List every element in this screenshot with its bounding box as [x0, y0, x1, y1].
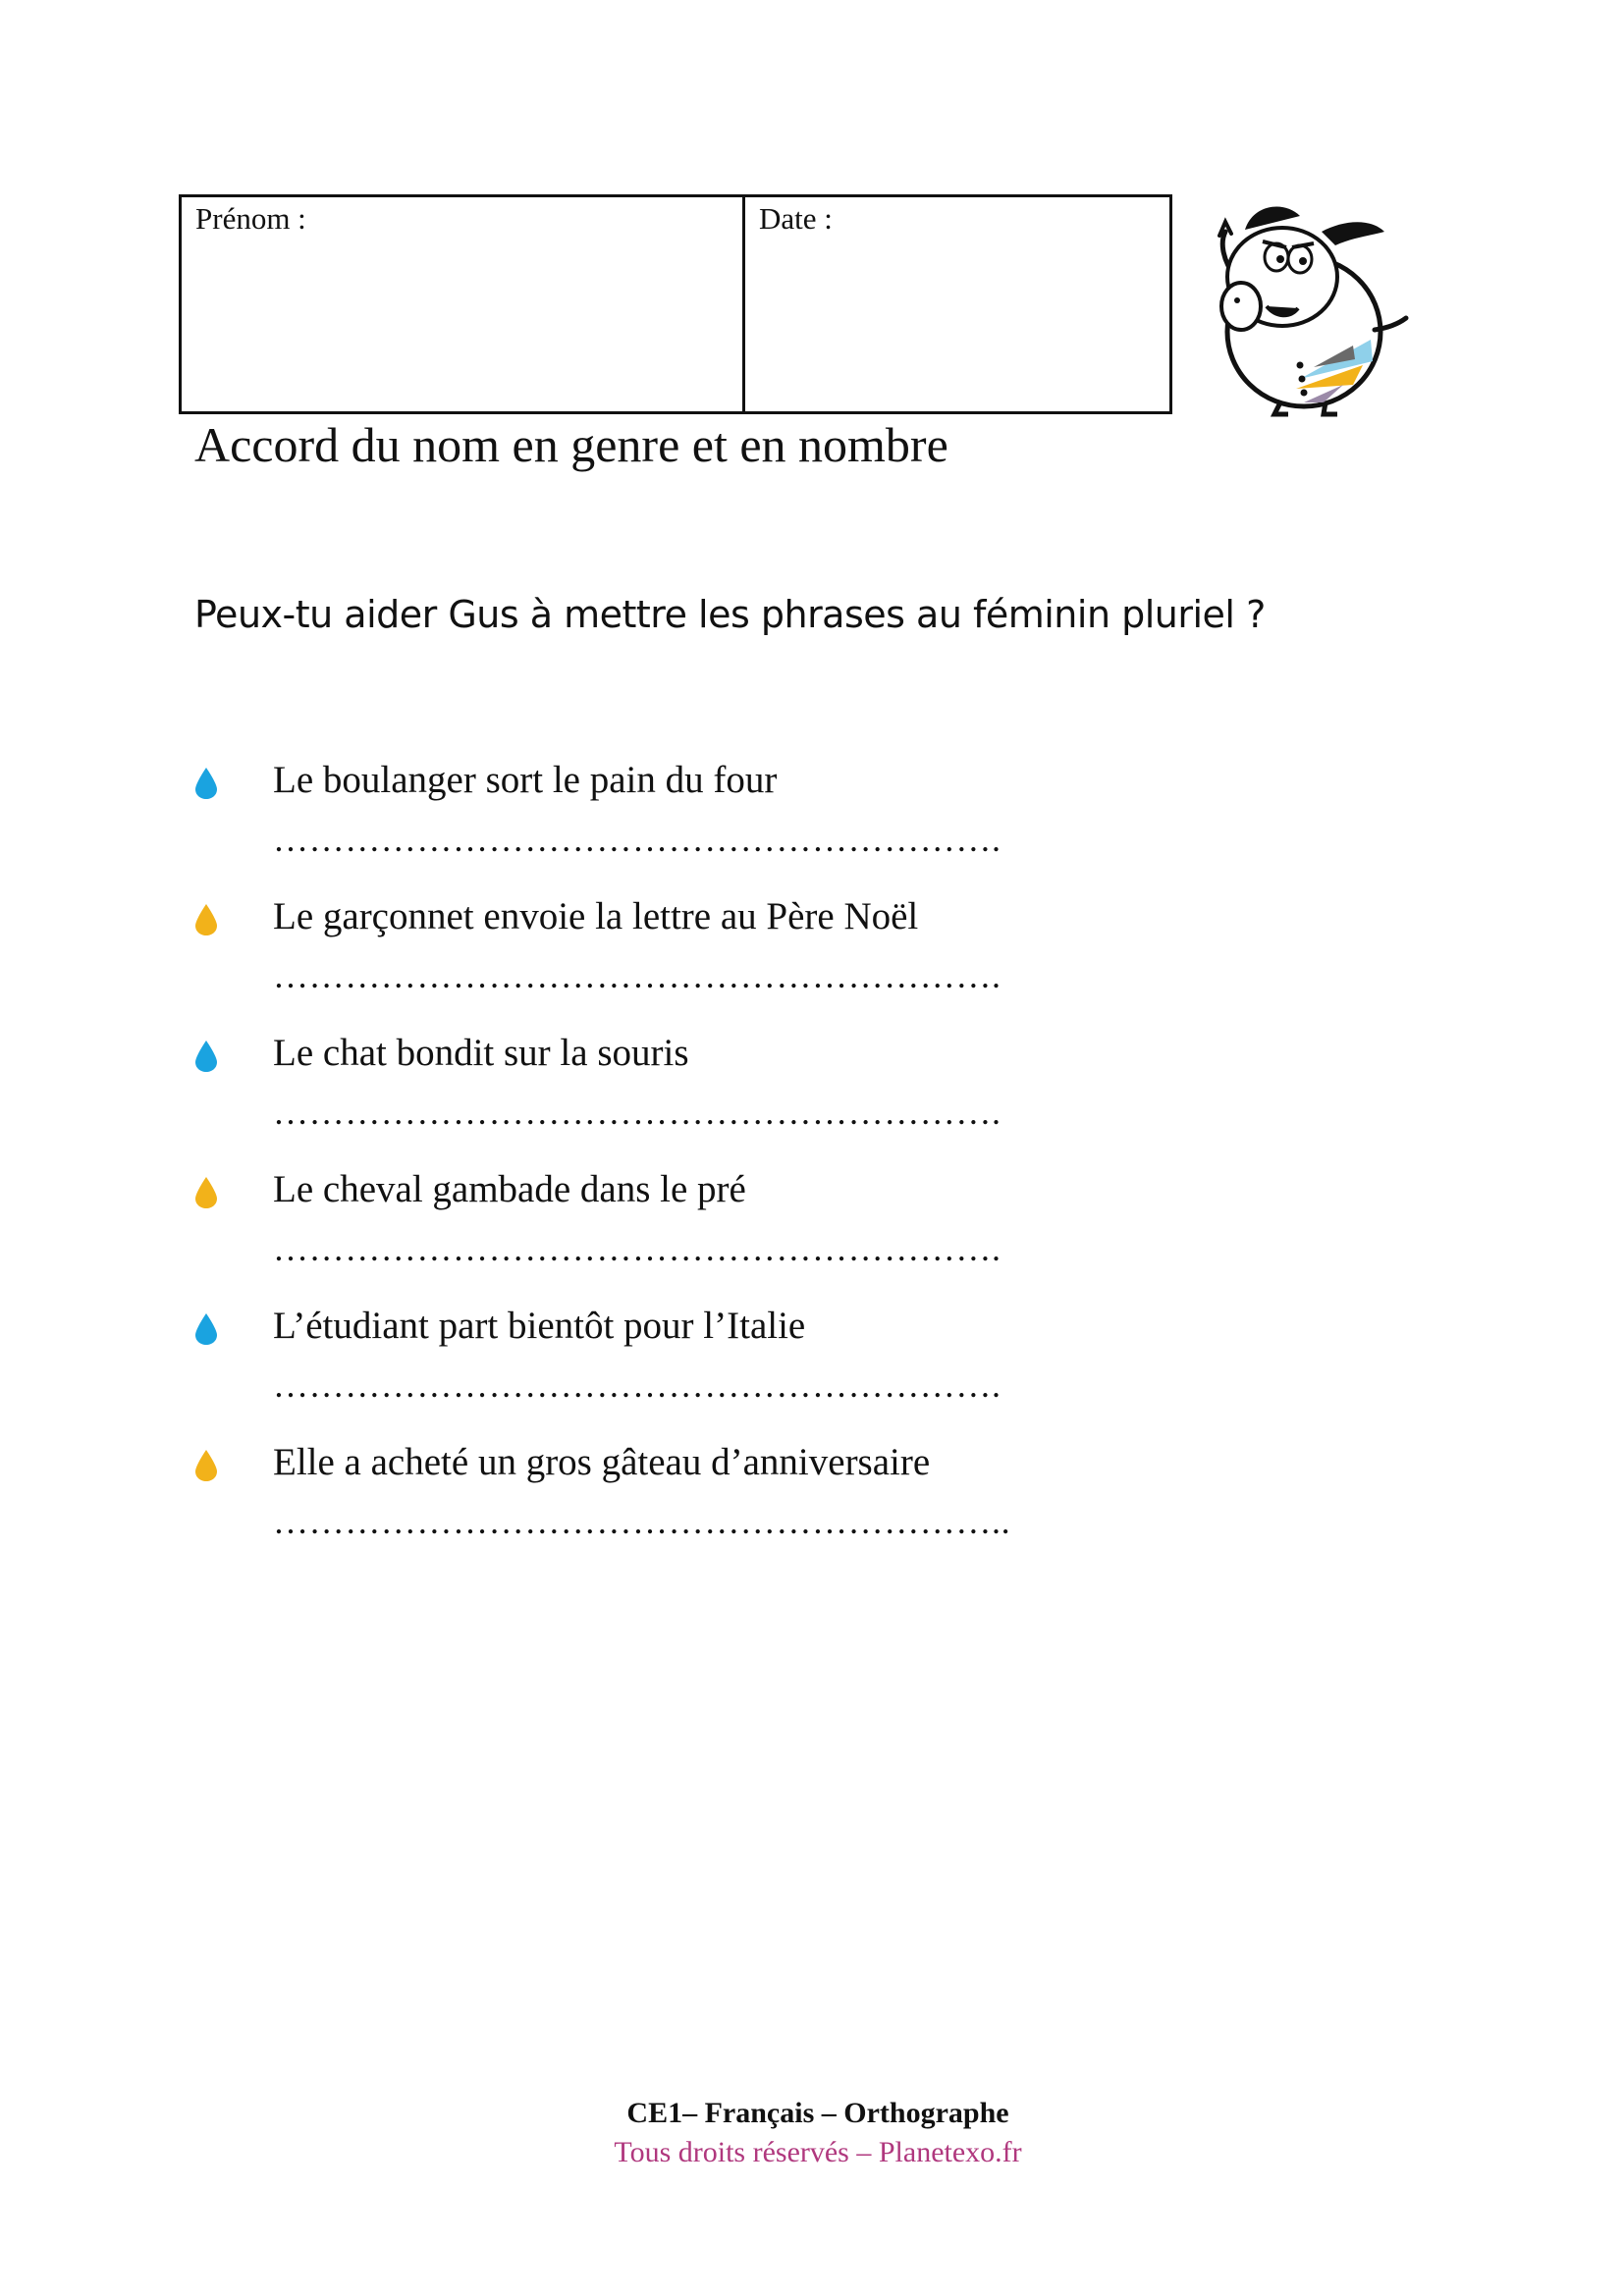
- answer-dotted-line[interactable]: ……………………………………………………..: [273, 1502, 1011, 1541]
- exercise-item: [192, 1304, 1272, 1440]
- exercise-sentence: Le boulanger sort le pain du four: [273, 759, 778, 801]
- exercise-list: [192, 758, 1272, 1576]
- answer-dotted-line[interactable]: …………………………………………………….: [273, 1365, 1001, 1405]
- exercise-item: [192, 758, 1272, 894]
- footer-rights: [0, 2136, 1624, 2169]
- orange-drop-bullet-icon: [192, 1175, 220, 1210]
- gus-mascot-illustration: [1206, 192, 1416, 418]
- instruction-text: Peux-tu aider Gus à mettre les phrases au féminin pluriel ?: [194, 593, 1266, 636]
- answer-dotted-line[interactable]: …………………………………………………….: [273, 1093, 1001, 1132]
- date-label: Date :: [759, 201, 833, 236]
- orange-drop-bullet-icon: [192, 1448, 220, 1483]
- answer-dotted-line[interactable]: …………………………………………………….: [273, 820, 1001, 859]
- answer-dotted-line[interactable]: …………………………………………………….: [273, 956, 1001, 995]
- date-field[interactable]: [745, 197, 1169, 411]
- orange-drop-bullet-icon: [192, 902, 220, 937]
- footer-rights-text: Tous droits réservés – Planetexo.fr: [614, 2136, 1022, 2168]
- prenom-label: Prénom :: [195, 201, 306, 236]
- prenom-field[interactable]: [182, 197, 745, 411]
- exercise-item: [192, 1167, 1272, 1304]
- blue-drop-bullet-icon: [192, 1311, 220, 1347]
- exercise-item: [192, 1440, 1272, 1576]
- name-date-table: [179, 194, 1172, 414]
- blue-drop-bullet-icon: [192, 1039, 220, 1074]
- page-title: Accord du nom en genre et en nombre: [194, 417, 948, 472]
- blue-drop-bullet-icon: [192, 766, 220, 801]
- exercise-item: [192, 894, 1272, 1031]
- footer-subject: CE1– Français – Orthographe: [626, 2097, 1009, 2129]
- exercise-sentence: L’étudiant part bientôt pour l’Italie: [273, 1305, 806, 1347]
- exercise-sentence: Le chat bondit sur la souris: [273, 1032, 689, 1074]
- exercise-sentence: Le cheval gambade dans le pré: [273, 1168, 746, 1210]
- exercise-sentence: Elle a acheté un gros gâteau d’anniversaire: [273, 1441, 931, 1483]
- exercise-sentence: Le garçonnet envoie la lettre au Père Noël: [273, 895, 919, 937]
- exercise-item: [192, 1031, 1272, 1167]
- answer-dotted-line[interactable]: …………………………………………………….: [273, 1229, 1001, 1268]
